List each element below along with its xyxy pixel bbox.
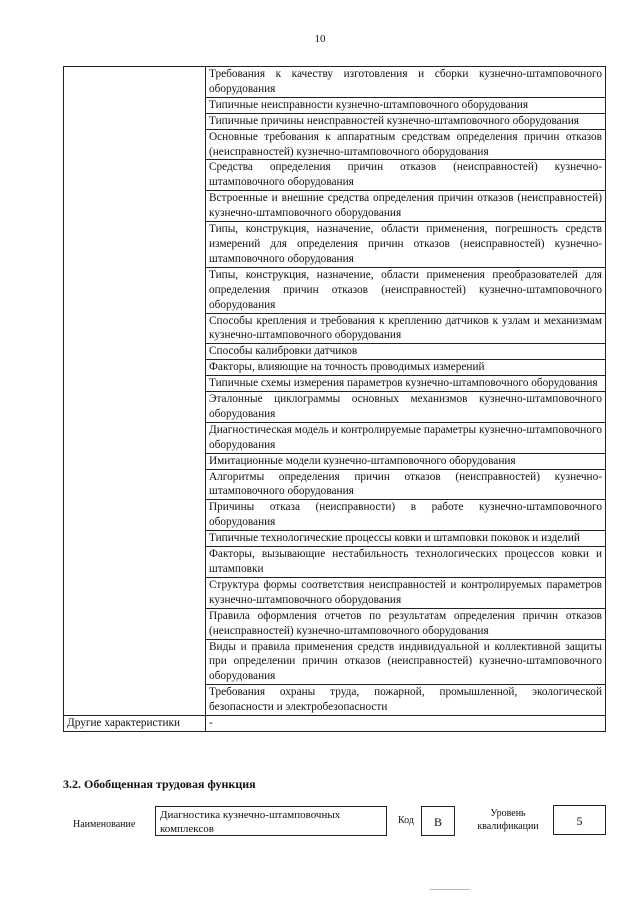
name-label: Наименование — [73, 819, 136, 830]
requirement-cell: Структура формы соответствия неисправностей и контролируемых параметров кузнечно-штамповочного оборудования — [206, 577, 606, 608]
requirement-cell: Требования охраны труда, пожарной, промышленной, экологической безопасности и электробезопасности — [206, 685, 606, 716]
requirement-cell: Способы крепления и требования к креплению датчиков к узлам и механизмам кузнечно-штамповочного оборудования — [206, 313, 606, 344]
other-characteristics-value: - — [206, 716, 606, 732]
requirement-cell: Виды и правила применения средств индивидуальной и коллективной защиты при определении причин отказов (неисправностей) кузнечно-штамповочного оборудования — [206, 639, 606, 685]
requirement-cell: Встроенные и внешние средства определения причин отказов (неисправностей) кузнечно-штамповочного оборудования — [206, 191, 606, 222]
page-number: 10 — [314, 33, 326, 45]
requirement-cell: Правила оформления отчетов по результатам определения причин отказов (неисправностей) кузнечно-штамповочного оборудования — [206, 608, 606, 639]
requirement-cell: Типичные схемы измерения параметров кузнечно-штамповочного оборудования — [206, 376, 606, 392]
name-value-box: Диагностика кузнечно-штамповочных комплексов — [155, 806, 387, 836]
requirement-cell: Средства определения причин отказов (неисправностей) кузнечно-штамповочного оборудования — [206, 160, 606, 191]
requirement-cell: Основные требования к аппаратным средствам определения причин отказов (неисправностей) кузнечно-штамповочного оборудования — [206, 129, 606, 160]
level-value-box: 5 — [553, 805, 606, 835]
requirement-cell: Эталонные циклограммы основных механизмов кузнечно-штамповочного оборудования — [206, 392, 606, 423]
requirement-cell: Факторы, вызывающие нестабильность технологических процессов ковки и штамповки — [206, 547, 606, 578]
requirement-cell: Типичные технологические процессы ковки и штамповки поковок и изделий — [206, 531, 606, 547]
requirement-cell: Имитационные модели кузнечно-штамповочного оборудования — [206, 453, 606, 469]
other-characteristics-row — [64, 716, 606, 732]
requirement-cell: Факторы, влияющие на точность проводимых измерений — [206, 360, 606, 376]
table-row — [64, 67, 606, 98]
requirement-cell: Диагностическая модель и контролируемые параметры кузнечно-штамповочного оборудования — [206, 422, 606, 453]
requirement-cell: Типичные неисправности кузнечно-штамповочного оборудования — [206, 97, 606, 113]
level-label: Уровень квалификации — [477, 808, 539, 832]
other-characteristics-label: Другие характеристики — [64, 716, 206, 732]
requirements-table — [63, 66, 606, 732]
function-info-row — [0, 800, 640, 850]
requirement-cell: Требования к качеству изготовления и сборки кузнечно-штамповочного оборудования — [206, 67, 606, 98]
requirement-cell: Типы, конструкция, назначение, области применения, погрешность средств измерений для определения причин отказов (неисправностей) кузнечно-штамповочного оборудования — [206, 222, 606, 268]
requirements-table-body — [64, 67, 606, 732]
requirement-cell: Способы калибровки датчиков — [206, 344, 606, 360]
requirement-cell: Алгоритмы определения причин отказов (неисправностей) кузнечно-штамповочного оборудования — [206, 469, 606, 500]
code-label: Код — [398, 815, 414, 826]
table-left-cell — [64, 67, 206, 716]
function-title: 3.2. Обобщенная трудовая функция — [63, 777, 256, 791]
requirement-cell: Типы, конструкция, назначение, области применения преобразователей для определения причин отказов (неисправностей) кузнечно-штамповочного оборудования — [206, 267, 606, 313]
code-value-box: B — [421, 806, 455, 836]
requirement-cell: Типичные причины неисправностей кузнечно-штамповочного оборудования — [206, 113, 606, 129]
requirement-cell: Причины отказа (неисправности) в работе кузнечно-штамповочного оборудования — [206, 500, 606, 531]
bottom-rule — [430, 889, 470, 890]
